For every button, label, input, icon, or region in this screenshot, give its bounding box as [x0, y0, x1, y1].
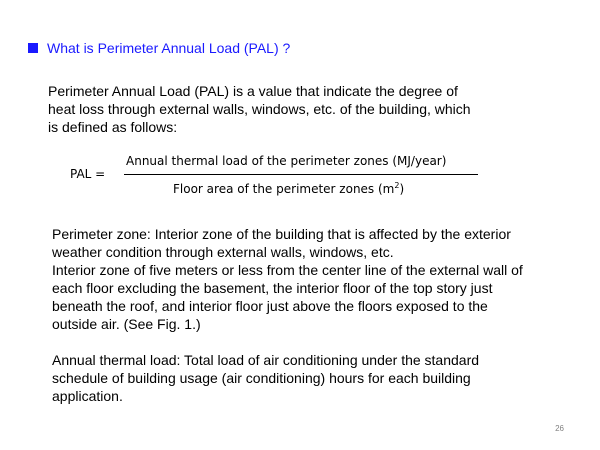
paragraph-gap: [52, 333, 572, 351]
intro-line: Perimeter Annual Load (PAL) is a value that indicate the degree of: [48, 83, 458, 99]
denominator-text: Floor area of the perimeter zones (m: [173, 182, 395, 196]
perimeter-zone-line: weather condition through external walls, windows, etc.: [52, 244, 394, 260]
perimeter-zone-line: outside air. (See Fig. 1.): [52, 316, 201, 332]
fraction-bar: [124, 174, 478, 175]
formula-denominator: [173, 182, 404, 196]
perimeter-zone-line: Interior zone of five meters or less from the center line of the external wall of: [52, 262, 523, 278]
formula-numerator: Annual thermal load of the perimeter zones (MJ/year): [126, 154, 447, 168]
denominator-close: ): [399, 182, 405, 196]
intro-line: heat loss through external walls, windows, etc. of the building, which: [48, 101, 471, 117]
formula-label: PAL =: [70, 167, 106, 181]
slide-title: What is Perimeter Annual Load (PAL) ?: [47, 40, 291, 56]
square-bullet-icon: [28, 43, 38, 53]
annual-load-line: application.: [52, 388, 123, 404]
intro-line: is defined as follows:: [48, 119, 178, 135]
definitions-block: [52, 225, 572, 405]
intro-paragraph: [48, 82, 558, 136]
annual-load-line: schedule of building usage (air conditioning) hours for each building: [52, 370, 471, 386]
page-number: 26: [555, 424, 564, 433]
annual-load-line: Annual thermal load: Total load of air conditioning under the standard: [52, 352, 480, 368]
denominator-superscript: 2: [394, 181, 400, 190]
slide-heading: [28, 40, 290, 56]
perimeter-zone-line: Perimeter zone: Interior zone of the building that is affected by the exterior: [52, 226, 511, 242]
perimeter-zone-line: beneath the roof, and interior floor just above the floors exposed to the: [52, 298, 488, 314]
perimeter-zone-line: each floor excluding the basement, the interior floor of the top story just: [52, 280, 493, 296]
